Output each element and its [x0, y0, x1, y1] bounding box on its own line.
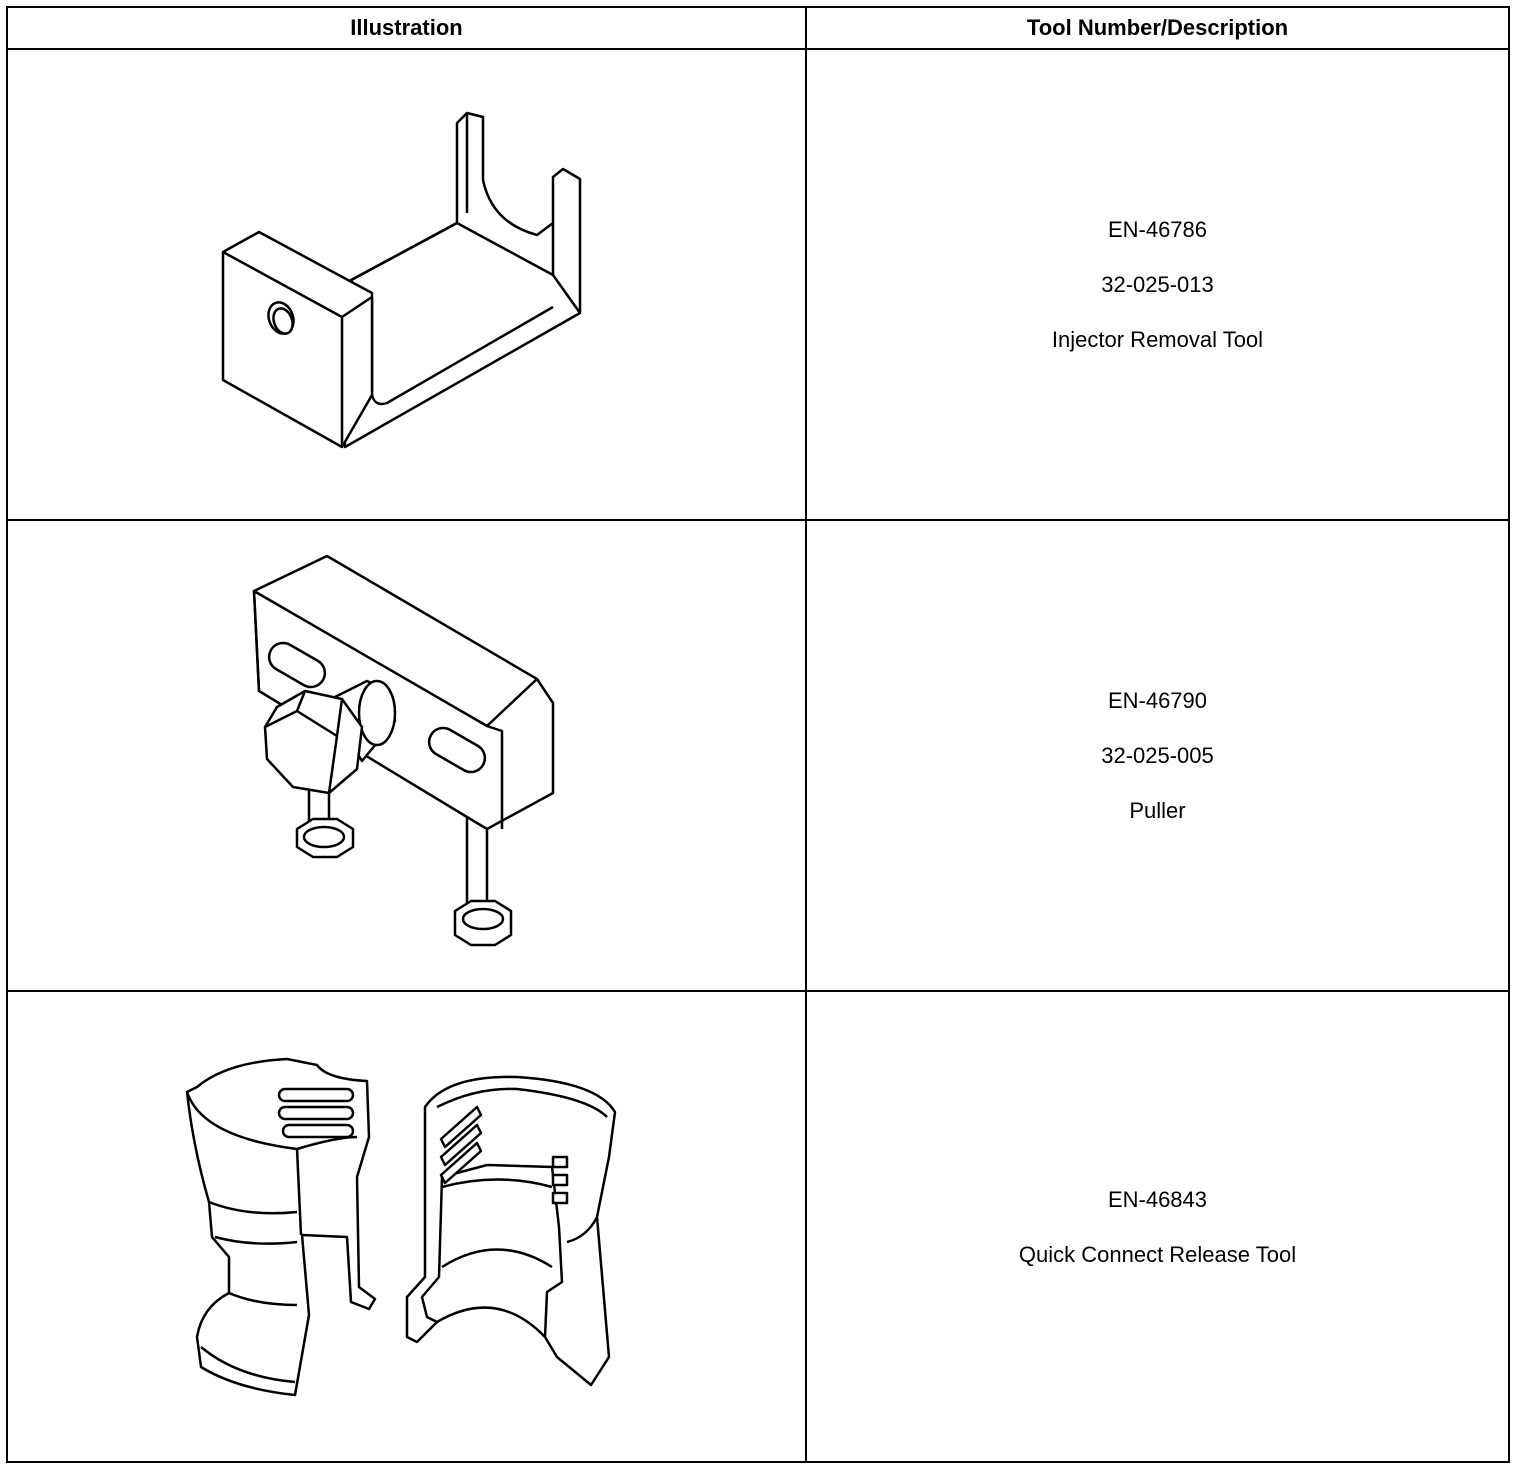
- part-number: 32-025-013: [1101, 272, 1214, 297]
- tool-number: EN-46790: [1107, 688, 1208, 713]
- tool-description: Quick Connect Release Tool: [1018, 1241, 1297, 1267]
- table-row: [7, 991, 1509, 1462]
- tool-description: Puller: [1129, 798, 1186, 823]
- header-illustration: Illustration: [7, 7, 806, 49]
- injector-removal-tool-icon: [197, 95, 617, 475]
- tool-description: Injector Removal Tool: [1051, 327, 1264, 352]
- illustration-cell: [7, 991, 806, 1462]
- table-row: [7, 49, 1509, 520]
- table-row: [7, 520, 1509, 991]
- tool-number: EN-46786: [1107, 217, 1208, 242]
- tool-number: EN-46843: [1107, 1186, 1208, 1212]
- description-cell: [806, 991, 1509, 1462]
- quick-connect-release-tool-icon: [177, 1047, 637, 1407]
- illustration-cell: [7, 520, 806, 991]
- tool-table: [6, 6, 1510, 1463]
- header-tool-number-description: Tool Number/Description: [806, 7, 1509, 49]
- illustration-cell: [7, 49, 806, 520]
- description-cell: [806, 49, 1509, 520]
- table-header-row: [7, 7, 1509, 49]
- part-number: 32-025-005: [1101, 743, 1214, 768]
- description-cell: [806, 520, 1509, 991]
- puller-tool-icon: [237, 546, 577, 966]
